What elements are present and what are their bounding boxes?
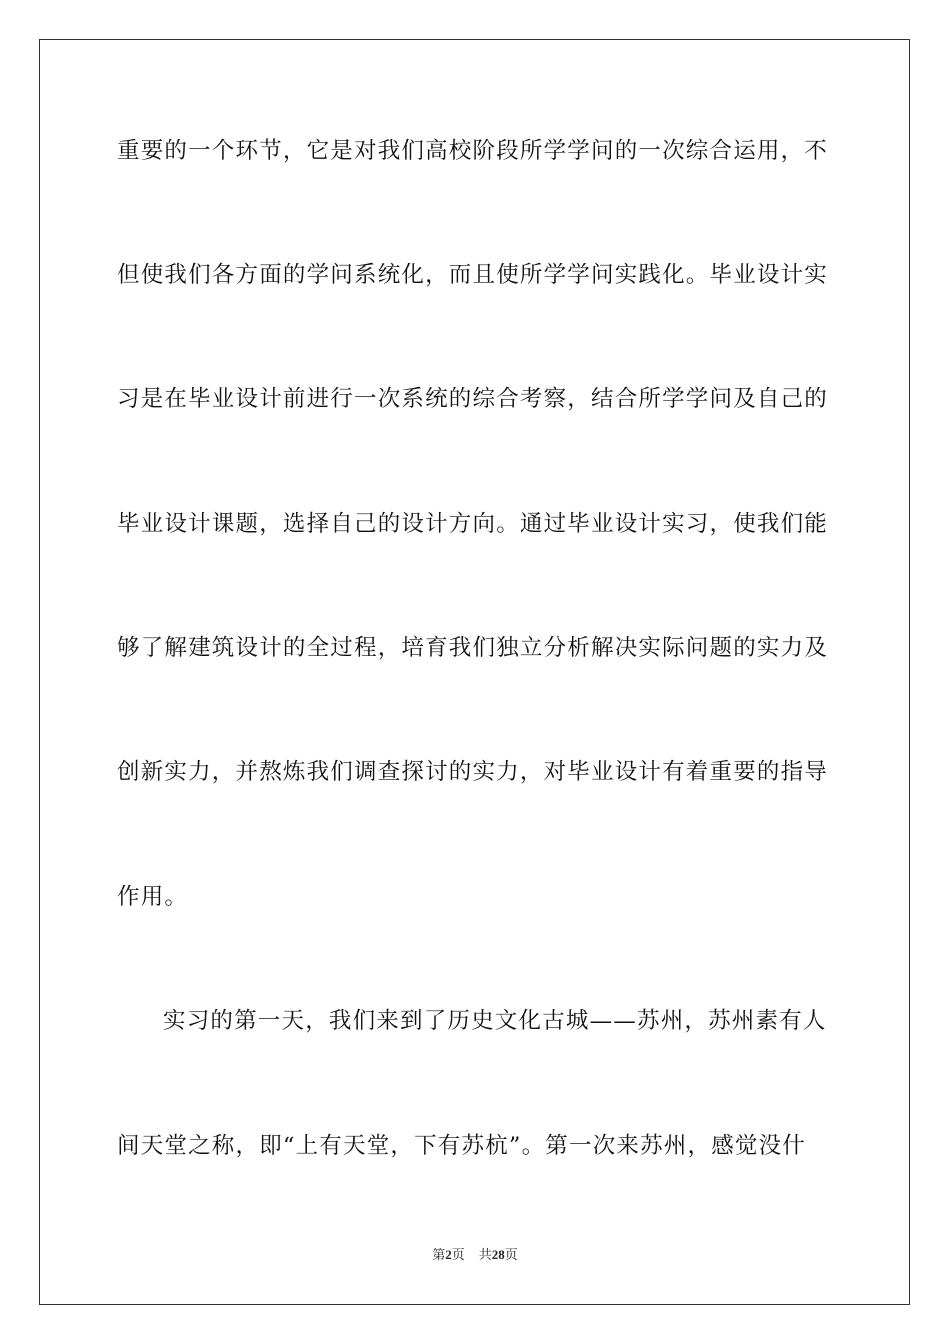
body-text-line: 毕业设计课题，选择自己的设计方向。通过毕业设计实习，使我们能	[117, 511, 829, 537]
page-number: 2	[445, 1247, 452, 1262]
body-text-line: 够了解建筑设计的全过程，培育我们独立分析解决实际问题的实力及	[117, 635, 829, 661]
body-text-line: 间天堂之称，即“上有天堂，下有苏杭”。第一次来苏州，感觉没什	[117, 1133, 807, 1159]
body-text-line: 但使我们各方面的学问系统化，而且使所学学问实践化。毕业设计实	[117, 262, 829, 288]
body-text-line: 重要的一个环节，它是对我们高校阶段所学学问的一次综合运用，不	[117, 138, 829, 164]
page-footer	[0, 1245, 950, 1266]
page-suffix: 页	[451, 1248, 465, 1263]
page-border	[39, 39, 910, 1305]
body-text-line: 习是在毕业设计前进行一次系统的综合考察，结合所学学问及自己的	[117, 386, 829, 412]
total-pages: 28	[491, 1247, 505, 1262]
page-prefix: 第	[432, 1248, 446, 1263]
body-text-line: 创新实力，并熬炼我们调查探讨的实力，对毕业设计有着重要的指导	[117, 759, 829, 785]
total-prefix: 共	[478, 1248, 492, 1263]
body-text-line: 作用。	[117, 884, 189, 910]
total-suffix: 页	[504, 1248, 518, 1263]
body-text-line: 实习的第一天，我们来到了历史文化古城——苏州，苏州素有人	[163, 1008, 827, 1034]
